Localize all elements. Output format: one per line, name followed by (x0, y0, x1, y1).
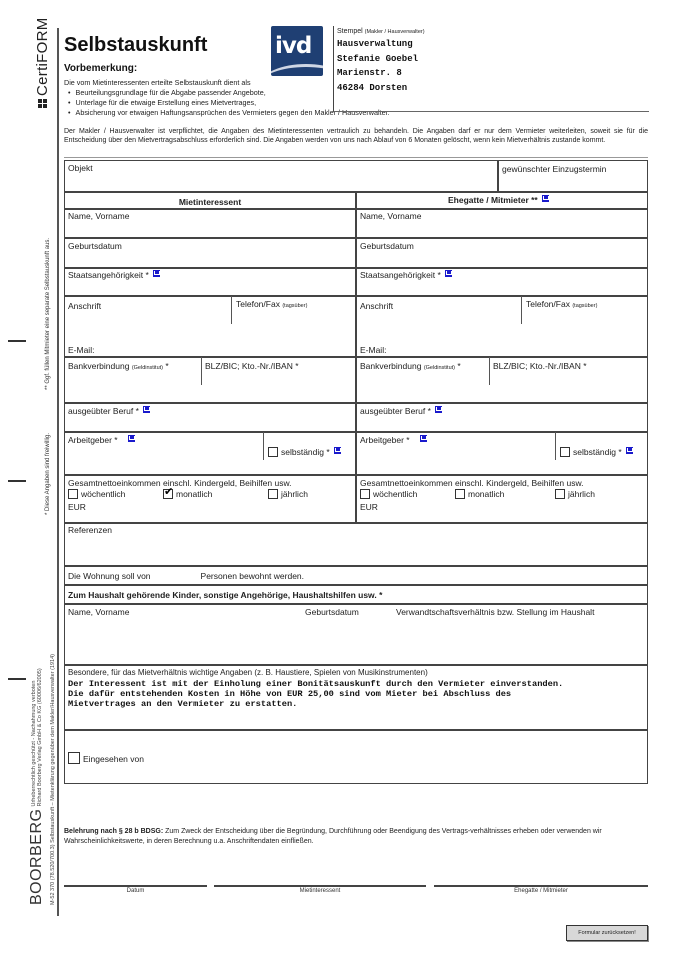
birthdate-field-applicant[interactable]: Geburtsdatum (68, 241, 122, 251)
signature-line-coapplicant[interactable] (434, 885, 648, 887)
iban-field-applicant[interactable]: BLZ/BIC; Kto.-Nr./IBAN * (205, 361, 299, 371)
certiform-logo-icon (38, 99, 47, 108)
special-notes-value[interactable]: Der Interessent ist mit der Einholung einer Bonitätsauskunft durch den Vermieter einverstanden. Die dafür entstehenden Kosten in Höhe von EUR 25,00 sind vom Mieter bei Abschluss des Mietvertrages an den Vermieter zu erstatten. (68, 679, 564, 709)
einzugstermin-field[interactable]: gewünschter Einzugstermin (502, 164, 607, 174)
address-field-applicant[interactable]: Anschrift (68, 301, 102, 311)
income-field-coapplicant[interactable]: Gesamtnettoeinkommen einschl. Kindergeld, Beihilfen usw. wöchentlich monatlich jährlich EUR (360, 478, 595, 512)
special-notes-field[interactable]: Besondere, für das Mietverhältnis wichtige Angaben (z. B. Haustiere, Spielen von Musikinstrumenten) Der Interessent ist mit der Einholung einer Bonitätsauskunft durch den Vermieter einverstanden. Die dafür entstehenden Kosten in Höhe von EUR 25,00 sind vom Mieter bei Abschluss des Mietvertrages an den Vermieter zu erstatten. (65, 666, 647, 728)
self-employed-checkbox-coapplicant[interactable]: selbständig * (557, 445, 647, 459)
iban-field-coapplicant[interactable]: BLZ/BIC; Kto.-Nr./IBAN * (493, 361, 587, 371)
address-field-coapplicant[interactable]: Anschrift (360, 301, 394, 311)
nationality-field-applicant[interactable]: Staatsangehörigkeit * (65, 268, 355, 296)
fold-mark (8, 340, 26, 342)
column-header-coapplicant: Ehegatte / Mitmieter ** (445, 193, 645, 207)
phone-field-coapplicant[interactable]: Telefon/Fax (tagsüber) (526, 299, 598, 309)
signature-label-date: Datum (126, 888, 145, 894)
list-item: • Beurteilungsgrundlage für die Abgabe passender Angebote, (68, 88, 390, 98)
name-field-applicant[interactable]: Name, Vorname (68, 211, 130, 221)
reviewed-by-checkbox[interactable]: Eingesehen von (65, 750, 365, 766)
stamp-box: Stempel (Makler / Hausverwalter) Hausverwaltung Stefanie Goebel Marienstr. 8 46284 Dorsten (333, 26, 649, 112)
email-field-coapplicant[interactable]: E-Mail: (360, 345, 387, 355)
fold-mark (8, 678, 26, 680)
info-icon[interactable] (143, 406, 150, 413)
signature-line-date[interactable] (64, 885, 207, 887)
period-monthly-applicant[interactable]: ✔ monatlich (163, 489, 212, 500)
income-field-applicant[interactable]: Gesamtnettoeinkommen einschl. Kindergeld, Beihilfen usw. wöchentlich ✔ monatlich jährlich EUR (65, 476, 355, 515)
name-field-coapplicant[interactable]: Name, Vorname (360, 211, 422, 221)
form-table (64, 160, 648, 784)
certiform-brand: CertiFORM (34, 17, 51, 108)
signature-label-applicant: Mietinteressent (299, 888, 341, 894)
form-code: M-52 370 (78.520/700.3) Selbstauskunft – Mietenklärung gegenüber dem Makler/Hausverwalter (1914) (50, 653, 56, 905)
employer-field-coapplicant[interactable]: Arbeitgeber * (357, 433, 547, 473)
bank-field-applicant[interactable]: Bankverbindung (Geldinstitut) * (68, 361, 169, 371)
preface-intro: Die vom Mietinteressenten erteilte Selbstauskunft dient als • Beurteilungsgrundlage für die Abgabe passender Angebote, • Unterlage für die etwaige Erstellung eines Mietvertrages, • Absicherung vor etwaigen Haftungsansprüchen des Vermieters gegen den Makler / Hausverwalter. (64, 78, 390, 118)
side-note-comieter: ** Ggf. füllen Mitmieter eine separate Selbstauskunft aus. (45, 237, 51, 390)
occupation-field-coapplicant[interactable]: ausgeübter Beruf * (357, 404, 647, 432)
info-icon[interactable] (542, 195, 549, 202)
margin-rule (57, 28, 59, 916)
info-icon[interactable] (153, 270, 160, 277)
signature-line-applicant[interactable] (214, 885, 426, 887)
page-title: Selbstauskunft (64, 34, 208, 56)
objekt-field[interactable]: Objekt (68, 163, 93, 173)
fold-mark (8, 480, 26, 482)
preface-heading: Vorbemerkung: (64, 63, 138, 74)
phone-field-applicant[interactable]: Telefon/Fax (tagsüber) (236, 299, 308, 309)
period-monthly-coapplicant[interactable]: monatlich (455, 489, 504, 500)
column-header-applicant: Mietinteressent (178, 197, 242, 207)
household-header: Zum Haushalt gehörende Kinder, sonstige Angehörige, Haushaltshilfen usw. * (68, 590, 383, 600)
bank-field-coapplicant[interactable]: Bankverbindung (Geldinstitut) * (360, 361, 461, 371)
confidentiality-paragraph: Der Makler / Hausverwalter ist verpflichtet, die Angaben des Mietinteressenten vertraulich zu behandeln. Die Angaben darf er nur dem Vermieter weiterleiten, soweit sie für die Entscheidung über den Mietvertragsabschluss erforderlich sind. Die Angaben werden von uns nach Ablauf von 6 Monaten gelöscht, wenn kein Mietverhältnis zustande kommt. (64, 128, 648, 144)
info-icon[interactable] (626, 447, 633, 454)
boorberg-logo: BOORBERG (28, 808, 45, 905)
privacy-notice: Belehrung nach § 28 b BDSG: Zum Zweck der Entscheidung über die Begründung, Durchführung oder Beendigung des Vertrags-verhältnisses erheben oder verwenden wir Wahrscheinlichkeitswerte, in deren Berechnung u.a. Anschriftendaten einfließen. (64, 828, 602, 845)
period-weekly-coapplicant[interactable]: wöchentlich (360, 489, 417, 500)
reset-form-button[interactable]: Formular zurücksetzen! (566, 925, 648, 941)
stamp-address: Hausverwaltung Stefanie Goebel Marienstr. 8 46284 Dorsten (337, 39, 419, 93)
list-item: • Unterlage für die etwaige Erstellung eines Mietvertrages, (68, 98, 390, 108)
ivd-logo: ivd (271, 26, 323, 76)
references-field[interactable]: Referenzen (68, 525, 112, 535)
self-employed-checkbox-applicant[interactable]: selbständig * (265, 445, 355, 459)
signature-label-coapplicant: Ehegatte / Mitmieter (514, 888, 568, 894)
info-icon[interactable] (334, 447, 341, 454)
list-item: • Absicherung vor etwaigen Haftungsansprüchen des Vermieters gegen den Makler / Hausverwalter. (68, 108, 390, 118)
period-yearly-applicant[interactable]: jährlich (268, 489, 308, 500)
divider (64, 157, 648, 158)
info-icon[interactable] (445, 270, 452, 277)
occupation-field-applicant[interactable]: ausgeübter Beruf * (65, 404, 355, 432)
email-field-applicant[interactable]: E-Mail: (68, 345, 95, 355)
boorberg-publisher: BOORBERG Urheberrechtlich geschützt - Nachahmung verboten Richard Boorberg Verlag GmbH & Co KG (60006/62005) (28, 668, 45, 905)
birthdate-field-coapplicant[interactable]: Geburtsdatum (360, 241, 414, 251)
household-members-field[interactable]: Name, Vorname Geburtsdatum Verwandtschaftsverhältnis bzw. Stellung im Haushalt (68, 607, 595, 617)
occupants-field[interactable]: Die Wohnung soll von Personen bewohnt werden. (68, 571, 305, 581)
nationality-field-coapplicant[interactable]: Staatsangehörigkeit * (357, 268, 647, 296)
side-note-voluntary: * Diese Angaben sind freiwillig. (45, 432, 51, 515)
period-yearly-coapplicant[interactable]: jährlich (555, 489, 595, 500)
employer-field-applicant[interactable]: Arbeitgeber * (65, 433, 260, 473)
period-weekly-applicant[interactable]: wöchentlich (68, 489, 125, 500)
info-icon[interactable] (435, 406, 442, 413)
info-icon[interactable] (128, 435, 135, 442)
info-icon[interactable] (420, 435, 427, 442)
